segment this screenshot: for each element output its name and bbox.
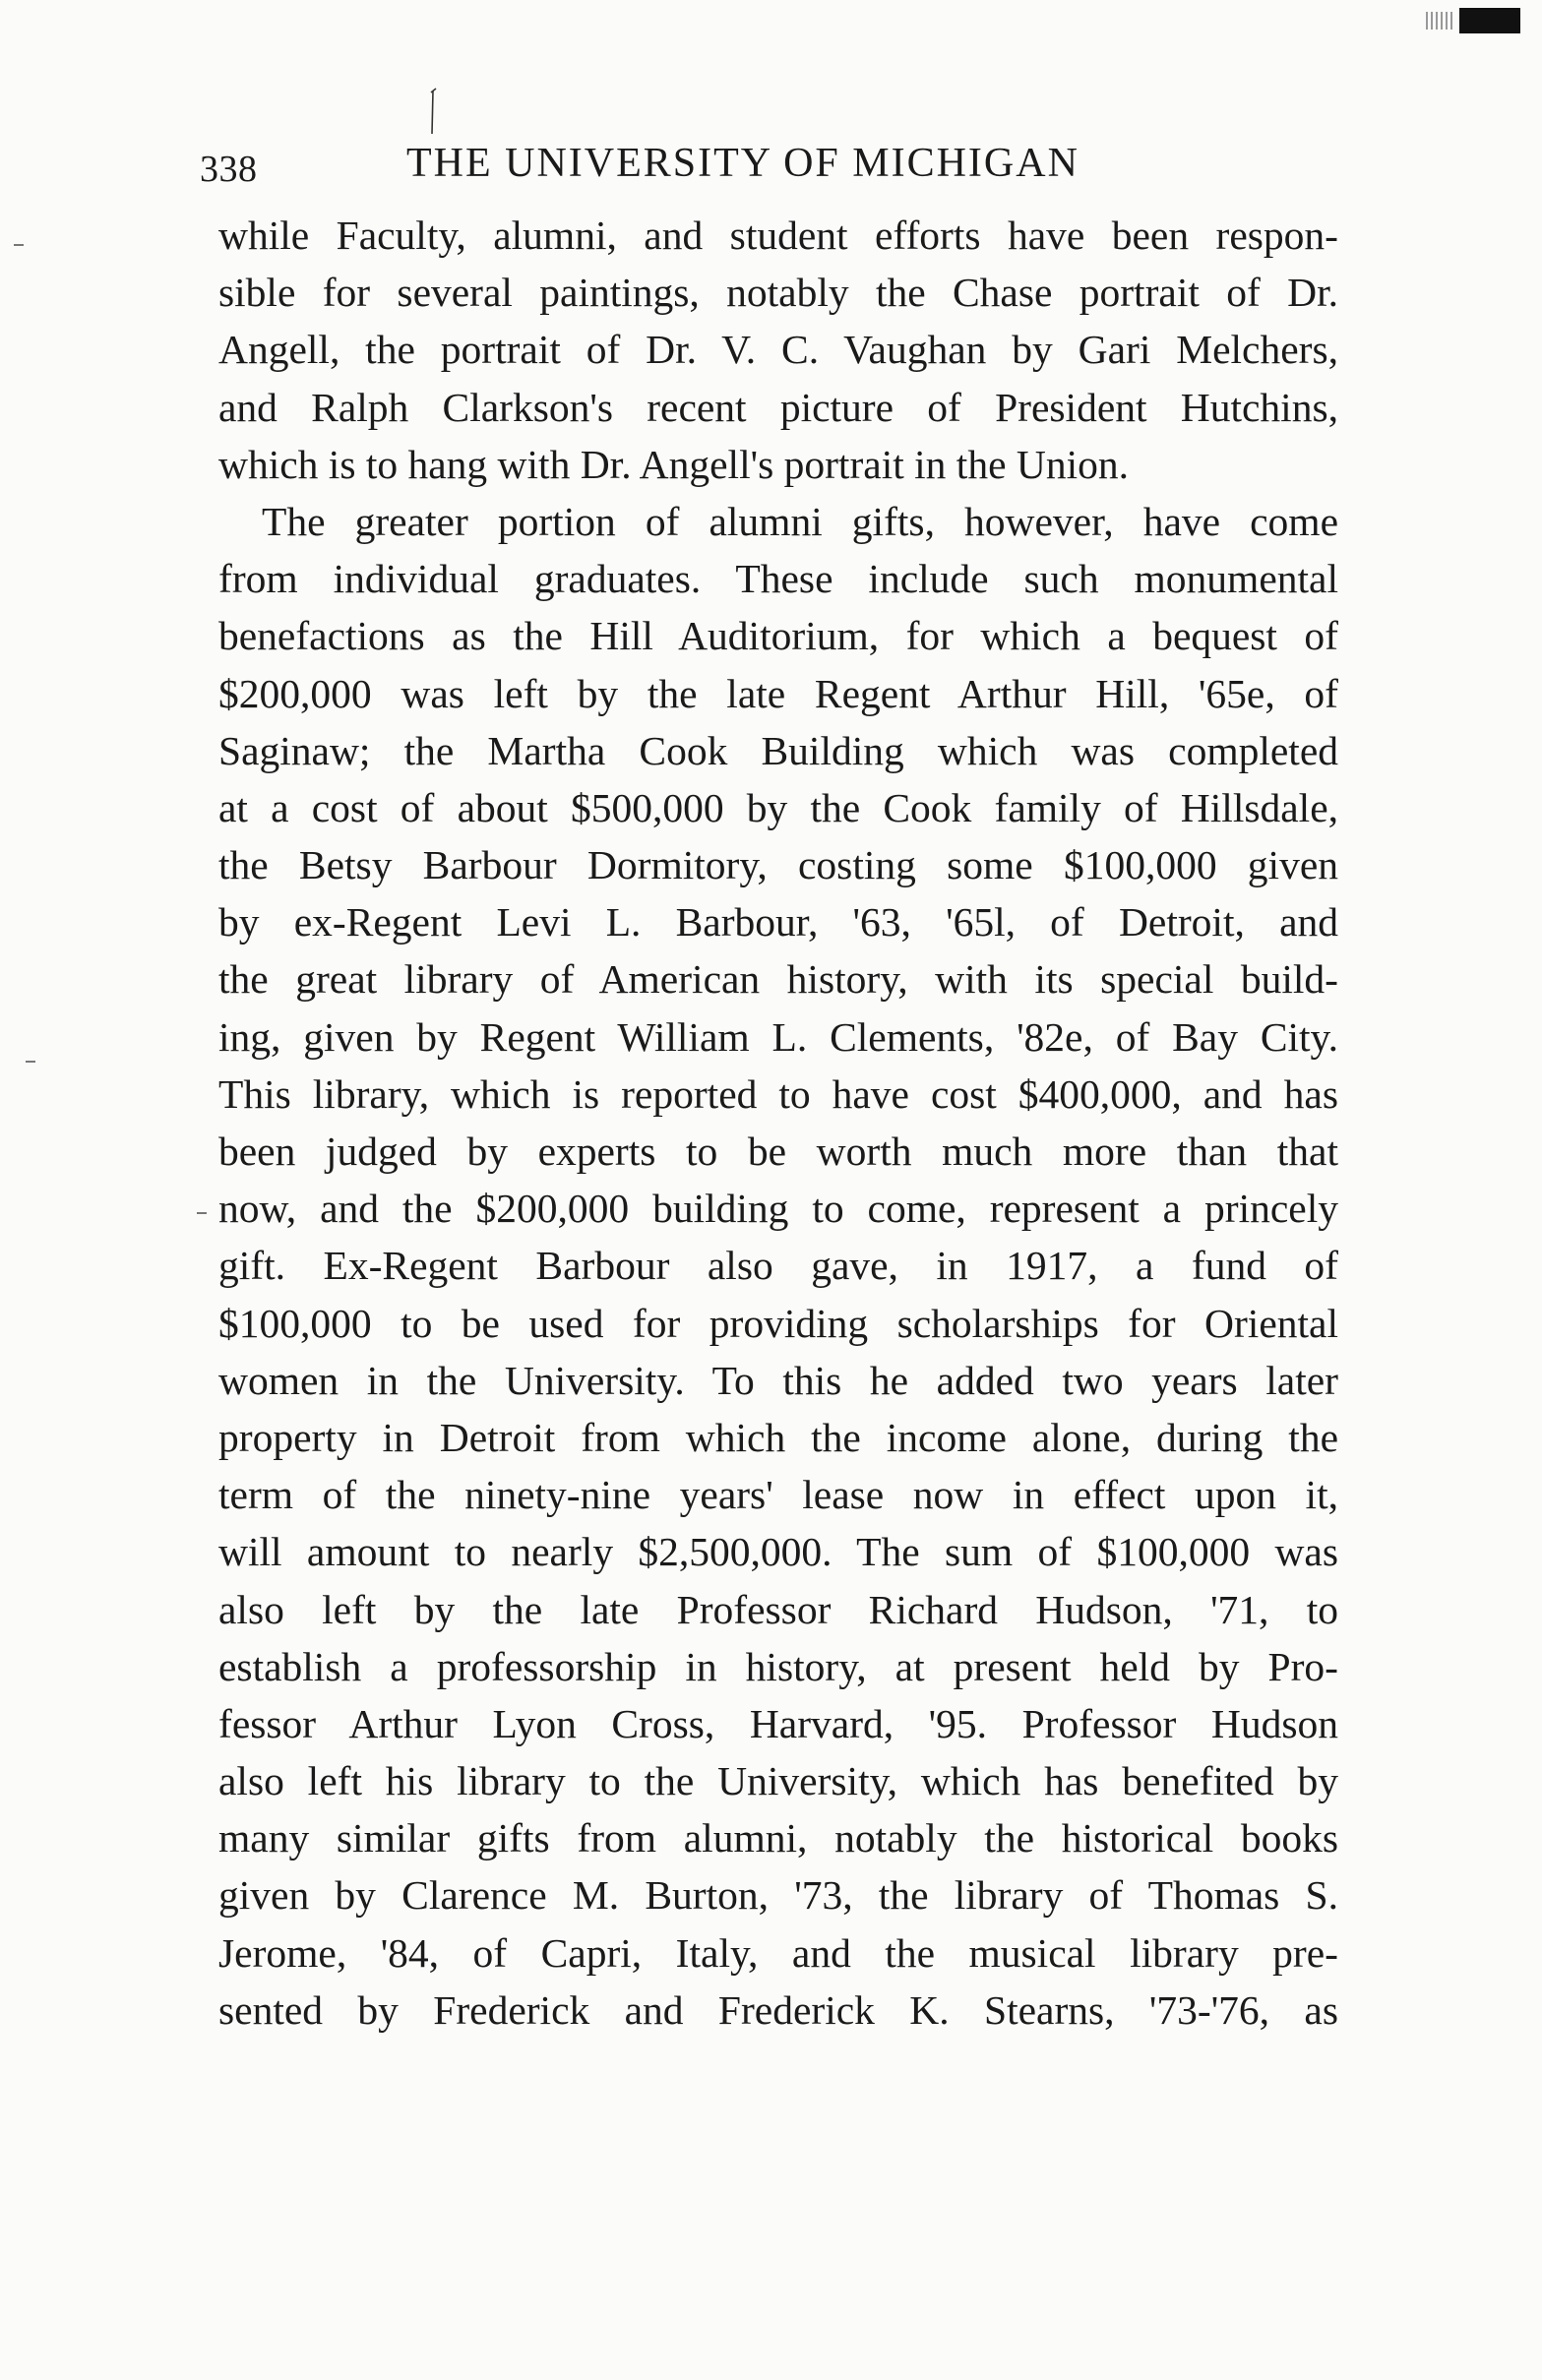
- text-line: the Betsy Barbour Dormitory, costing some $100,000 given: [218, 842, 1338, 888]
- text-line: term of the ninety-nine years' lease now in effect upon it,: [218, 1472, 1338, 1518]
- text-line: also left his library to the University, which has benefited by: [218, 1758, 1338, 1804]
- page-number: 338: [200, 149, 258, 190]
- margin-speck: [14, 244, 24, 246]
- text-line: given by Clarence M. Burton, '73, the library of Thomas S.: [218, 1872, 1338, 1919]
- text-line: This library, which is reported to have cost $400,000, and has: [218, 1070, 1338, 1117]
- text-line: at a cost of about $500,000 by the Cook family of Hillsdale,: [218, 784, 1338, 830]
- text-line: sible for several paintings, notably the Chase portrait of Dr.: [218, 270, 1338, 316]
- text-line: benefactions as the Hill Auditorium, for which a bequest of: [218, 613, 1338, 659]
- text-line: now, and the $200,000 building to come, represent a princely: [218, 1186, 1338, 1232]
- margin-speck: [197, 1212, 207, 1214]
- text-line: while Faculty, alumni, and student efforts have been respon-: [218, 213, 1338, 258]
- text-line: $100,000 to be used for providing scholarships for Oriental: [218, 1300, 1338, 1346]
- text-line: the great library of American history, with its special build-: [218, 956, 1338, 1003]
- text-line: by ex-Regent Levi L. Barbour, '63, '65l, of Detroit, and: [218, 899, 1338, 946]
- text-line: property in Detroit from which the income alone, during the: [218, 1414, 1338, 1460]
- text-line: been judged by experts to be worth much more than that: [218, 1129, 1338, 1174]
- text-line: Saginaw; the Martha Cook Building which was completed: [218, 727, 1338, 773]
- margin-speck: [26, 1061, 35, 1063]
- text-line: fessor Arthur Lyon Cross, Harvard, '95. Professor Hudson: [218, 1700, 1338, 1746]
- text-line: many similar gifts from alumni, notably the historical books: [218, 1815, 1338, 1861]
- text-line: The greater portion of alumni gifts, however, have come: [262, 498, 1338, 544]
- text-line: will amount to nearly $2,500,000. The sum of $100,000 was: [218, 1529, 1338, 1575]
- text-line: from individual graduates. These include such monumental: [218, 556, 1338, 602]
- text-line: $200,000 was left by the late Regent Arthur Hill, '65e, of: [218, 670, 1338, 716]
- text-line: and Ralph Clarkson's recent picture of President Hutchins,: [218, 384, 1338, 430]
- text-line: gift. Ex-Regent Barbour also gave, in 1917, a fund of: [218, 1243, 1338, 1289]
- scan-artifact: [1459, 8, 1520, 33]
- text-line: Angell, the portrait of Dr. V. C. Vaughan by Gari Melchers,: [218, 327, 1338, 373]
- running-title: THE UNIVERSITY OF MICHIGAN: [406, 141, 1079, 186]
- text-line: Jerome, '84, of Capri, Italy, and the musical library pre-: [218, 1929, 1338, 1976]
- text-line: which is to hang with Dr. Angell's portrait in the Union.: [218, 441, 1129, 487]
- text-line: sented by Frederick and Frederick K. Stearns, '73-'76, as: [218, 1986, 1338, 2033]
- pencil-mark: [430, 87, 438, 136]
- text-line: establish a professorship in history, at present held by Pro-: [218, 1643, 1338, 1689]
- text-line: women in the University. To this he added two years later: [218, 1357, 1338, 1403]
- page-header: [200, 140, 1338, 199]
- text-line: ing, given by Regent William L. Clements, '82e, of Bay City.: [218, 1013, 1338, 1060]
- body-text: [218, 207, 1338, 2039]
- text-line: also left by the late Professor Richard Hudson, '71, to: [218, 1586, 1338, 1632]
